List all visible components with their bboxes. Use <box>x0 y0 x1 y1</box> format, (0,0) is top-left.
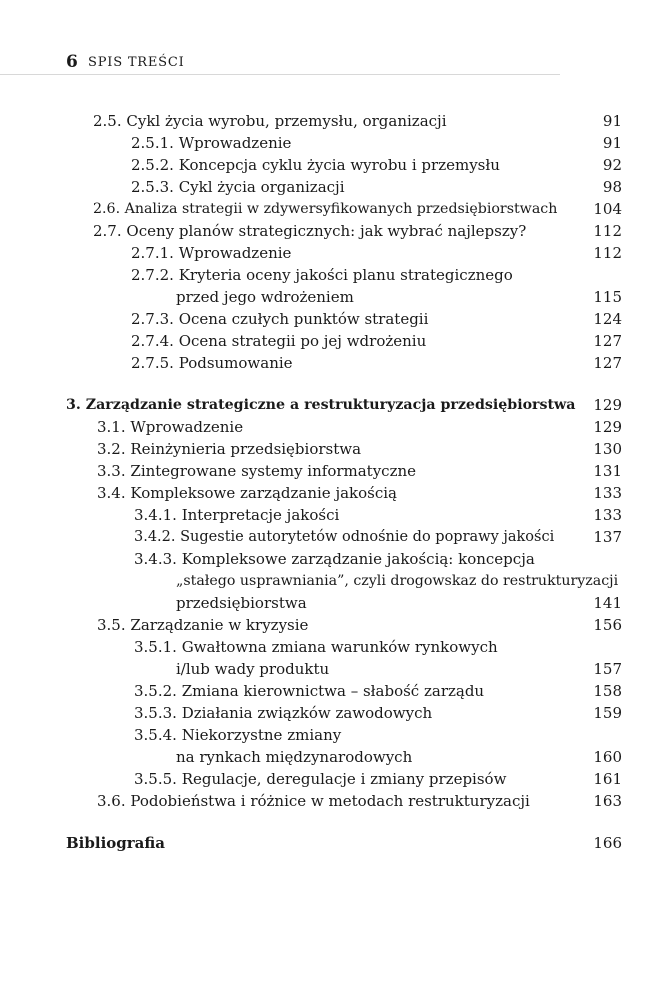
toc-page-2-7-2-cont: 115 <box>593 288 622 306</box>
toc-page-3-4-3-cont2: 141 <box>593 594 622 612</box>
toc-page-3-5-4-cont: 160 <box>593 748 622 766</box>
toc-page-2-7: 112 <box>593 222 622 240</box>
toc-entry-2-7-2-cont[interactable]: przed jego wdrożeniem <box>176 288 354 306</box>
toc-entry-3-4[interactable]: 3.4. Kompleksowe zarządzanie jakością <box>97 484 397 502</box>
toc-entry-3-4-3[interactable]: 3.4.3. Kompleksowe zarządzanie jakością: koncepcja <box>134 550 535 568</box>
toc-entry-3-4-2[interactable]: 3.4.2. Sugestie autorytetów odnośnie do poprawy jakości <box>134 529 555 545</box>
toc-entry-2-7-5[interactable]: 2.7.5. Podsumowanie <box>131 354 293 372</box>
toc-entry-3-1[interactable]: 3.1. Wprowadzenie <box>97 418 244 436</box>
toc-page-2-7-3: 124 <box>593 310 622 328</box>
toc-entry-2-7-2[interactable]: 2.7.2. Kryteria oceny jakości planu strategicznego <box>131 266 513 284</box>
toc-entry-2-5-2[interactable]: 2.5.2. Koncepcja cyklu życia wyrobu i przemysłu <box>131 156 500 174</box>
toc-entry-2-7[interactable]: 2.7. Oceny planów strategicznych: jak wybrać najlepszy? <box>93 222 527 240</box>
toc-page-2-5-1: 91 <box>602 134 622 152</box>
toc-page-2-5-3: 98 <box>602 178 622 196</box>
toc-page-2-7-1: 112 <box>593 244 622 262</box>
page-number: 6 <box>66 52 78 72</box>
toc-page-chapter-3: 129 <box>593 396 622 414</box>
toc-page-3-1: 129 <box>593 418 622 436</box>
toc-entry-3-5-1-cont[interactable]: i/lub wady produktu <box>176 660 330 678</box>
toc-entry-3-6[interactable]: 3.6. Podobieństwa i różnice w metodach restrukturyzacji <box>97 792 530 810</box>
toc-page-bibliography: 166 <box>593 834 622 852</box>
toc-page-2-5-2: 92 <box>602 156 622 174</box>
toc-entry-3-2[interactable]: 3.2. Reinżynieria przedsiębiorstwa <box>97 440 362 458</box>
toc-page-3-5-5: 161 <box>593 770 622 788</box>
running-title: SPIS TREŚCI <box>88 55 185 70</box>
toc-page-3-5-3: 159 <box>593 704 622 722</box>
toc-entry-3-5-1[interactable]: 3.5.1. Gwałtowna zmiana warunków rynkowych <box>134 638 498 656</box>
toc-entry-3-3[interactable]: 3.3. Zintegrowane systemy informatyczne <box>97 462 417 480</box>
toc-chapter-3[interactable]: 3. Zarządzanie strategiczne a restrukturyzacja przedsiębiorstwa <box>66 397 576 413</box>
toc-entry-2-7-1[interactable]: 2.7.1. Wprowadzenie <box>131 244 292 262</box>
toc-page-3-4: 133 <box>593 484 622 502</box>
toc-entry-3-5-3[interactable]: 3.5.3. Działania związków zawodowych <box>134 704 433 722</box>
toc-entry-3-4-1[interactable]: 3.4.1. Interpretacje jakości <box>134 506 340 524</box>
toc-entry-2-5-1[interactable]: 2.5.1. Wprowadzenie <box>131 134 292 152</box>
toc-page-3-2: 130 <box>593 440 622 458</box>
toc-entry-3-5-4[interactable]: 3.5.4. Niekorzystne zmiany <box>134 726 342 744</box>
toc-entry-3-5-2[interactable]: 3.5.2. Zmiana kierownictwa – słabość zarządu <box>134 682 485 700</box>
toc-entry-3-5-4-cont[interactable]: na rynkach międzynarodowych <box>176 748 413 766</box>
toc-entry-3-5-5[interactable]: 3.5.5. Regulacje, deregulacje i zmiany przepisów <box>134 770 507 788</box>
toc-page-3-5-1-cont: 157 <box>593 660 622 678</box>
toc-entry-2-7-3[interactable]: 2.7.3. Ocena czułych punktów strategii <box>131 310 429 328</box>
toc-page-3-5: 156 <box>593 616 622 634</box>
toc-page-3-3: 131 <box>593 462 622 480</box>
toc-page-2-5: 91 <box>602 112 622 130</box>
toc-page-2-7-4: 127 <box>593 332 622 350</box>
toc-page-3-4-2: 137 <box>593 528 622 546</box>
toc-entry-2-5[interactable]: 2.5. Cykl życia wyrobu, przemysłu, organizacji <box>93 112 447 130</box>
toc-entry-2-7-4[interactable]: 2.7.4. Ocena strategii po jej wdrożeniu <box>131 332 427 350</box>
toc-page-3-5-2: 158 <box>593 682 622 700</box>
toc-entry-3-4-3-cont1[interactable]: „stałego usprawniania”, czyli drogowskaz do restrukturyzacji <box>176 573 619 589</box>
toc-entry-3-4-3-cont2[interactable]: przedsiębiorstwa <box>176 594 307 612</box>
toc-page-2-7-5: 127 <box>593 354 622 372</box>
toc-page-3-6: 163 <box>593 792 622 810</box>
toc-page-3-4-1: 133 <box>593 506 622 524</box>
toc-bibliography[interactable]: Bibliografia <box>66 834 166 852</box>
toc-page-2-6: 104 <box>593 200 622 218</box>
toc-entry-3-5[interactable]: 3.5. Zarządzanie w kryzysie <box>97 616 309 634</box>
toc-entry-2-5-3[interactable]: 2.5.3. Cykl życia organizacji <box>131 178 345 196</box>
toc-entry-2-6[interactable]: 2.6. Analiza strategii w zdywersyfikowanych przedsiębiorstwach <box>93 201 558 217</box>
